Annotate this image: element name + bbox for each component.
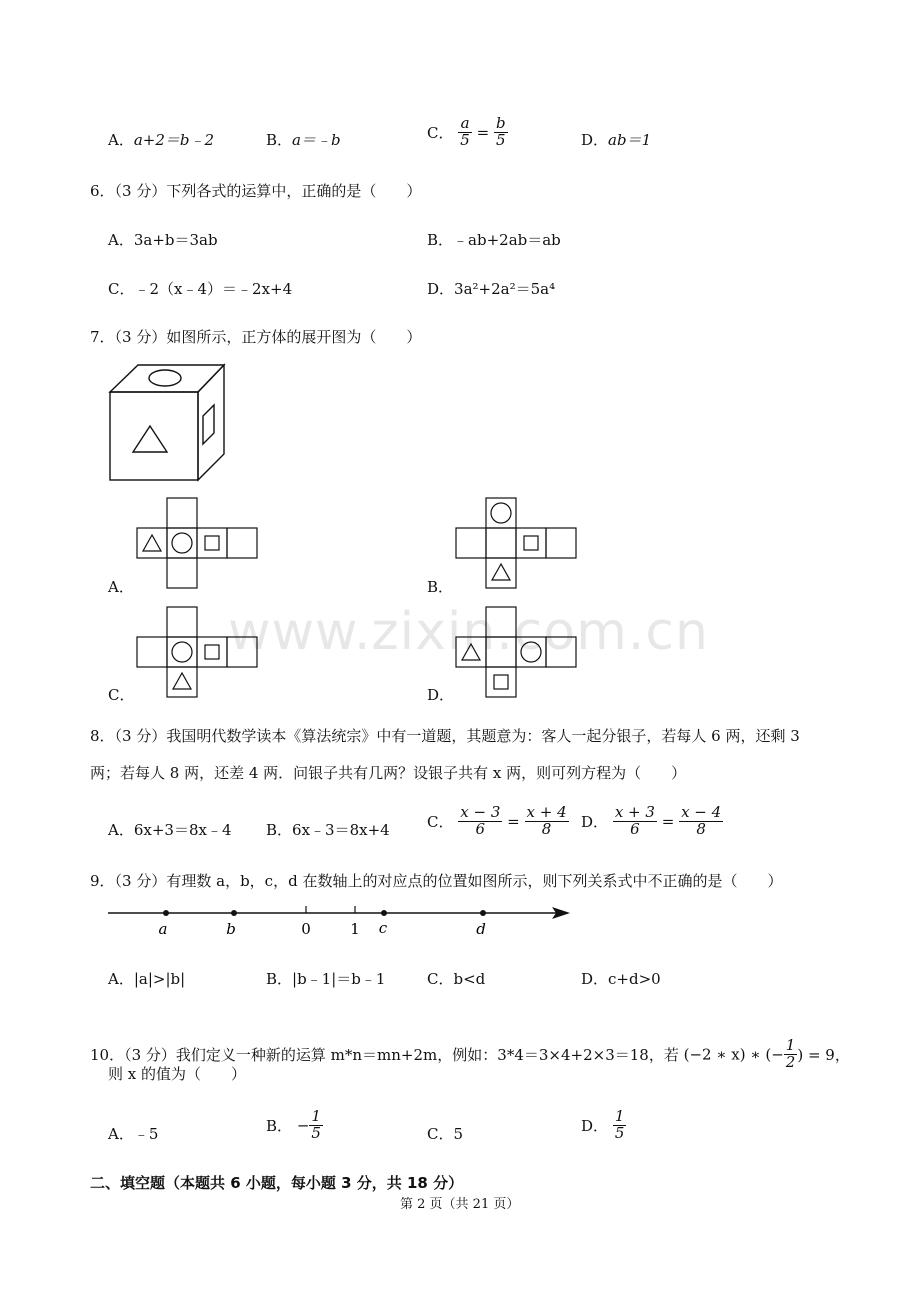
label-a: a: [158, 920, 168, 938]
numerator: x + 3: [614, 803, 655, 821]
option-label: C．: [427, 123, 454, 142]
numerator: x + 4: [526, 803, 567, 821]
q7-option-a-label: A．: [108, 578, 134, 596]
option-text: c+d>0: [608, 970, 661, 988]
q5-option-a: [108, 129, 214, 150]
option-text: ﹣5: [133, 1125, 159, 1143]
option-text: ﹣2（x﹣4）＝﹣2x+4: [134, 280, 293, 298]
q10-option-d: [581, 1109, 626, 1142]
option-label: B．: [427, 231, 454, 249]
point-c: [381, 910, 387, 916]
q9-option-a: [108, 968, 185, 989]
minus-sign: −: [296, 1116, 310, 1135]
numerator: 1: [785, 1036, 796, 1054]
option-text: 6x﹣3＝8x+4: [292, 821, 390, 839]
net-a-figure: [136, 497, 258, 589]
q8-stem-line2: 两；若每人 8 两，还差 4 两．问银子共有几两？设银子共有 x 两，则可列方程为（ ）: [90, 764, 687, 782]
q10-option-a: [108, 1123, 158, 1144]
watermark: www.zixin.com.cn: [228, 602, 709, 662]
point-d: [480, 910, 486, 916]
option-label: B．: [266, 131, 293, 149]
q8-stem-line1: 8．（3 分）我国明代数学读本《算法统宗》中有一道题，其题意为：客人一起分银子，若每人 6 两，还剩 3: [90, 727, 800, 745]
numerator: a: [458, 116, 472, 133]
equals-sign: =: [476, 123, 490, 142]
denominator: 8: [541, 819, 552, 838]
cube-right-face: [198, 365, 224, 480]
option-label: A．: [108, 821, 134, 839]
cube-front-face: [110, 392, 198, 480]
option-label: B．: [266, 821, 293, 839]
option-text: ab＝1: [608, 131, 652, 149]
option-label: D．: [427, 280, 455, 298]
net-d-figure: [455, 606, 577, 698]
triangle-icon: [143, 535, 161, 551]
fraction: [613, 1109, 627, 1142]
q7-option-c-label: C．: [108, 686, 135, 704]
point-a: [163, 910, 169, 916]
q6-option-c: [108, 278, 292, 299]
q6-option-a: [108, 229, 218, 250]
numerator: x − 3: [460, 803, 501, 821]
equals-sign: =: [661, 812, 675, 831]
q10-option-c: [427, 1123, 463, 1144]
option-label: C．: [427, 970, 454, 988]
triangle-icon: [173, 673, 191, 689]
option-label: D．: [581, 1116, 609, 1135]
q9-option-c: [427, 968, 485, 989]
q7-option-b-label: B．: [427, 578, 454, 596]
q5-option-d: [581, 129, 651, 150]
circle-icon: [172, 642, 192, 662]
q10-stem-line2: 则 x 的值为（ ）: [108, 1065, 246, 1083]
option-label: B．: [266, 970, 293, 988]
fraction: [679, 805, 723, 838]
circle-icon: [491, 503, 511, 523]
label-one: 1: [350, 920, 360, 938]
fraction: [458, 116, 472, 149]
option-label: C．: [427, 812, 454, 831]
stem-expression: ) = 9，: [797, 1045, 850, 1064]
q6-option-d: [427, 278, 555, 299]
denominator: 2: [785, 1052, 796, 1071]
numerator: x − 4: [681, 803, 722, 821]
cube-top-face: [110, 365, 224, 392]
q5-option-c: [427, 116, 508, 149]
q8-option-d: [581, 805, 723, 838]
option-text: ﹣ab+2ab＝ab: [453, 231, 561, 249]
option-label: A．: [108, 970, 134, 988]
square-icon: [205, 536, 219, 550]
option-text: b<d: [453, 970, 486, 988]
q7-stem: 7．（3 分）如图所示，正方体的展开图为（ ）: [90, 328, 422, 346]
fraction: [525, 805, 569, 838]
net-b-figure: [455, 497, 577, 589]
denominator: 5: [460, 130, 470, 149]
fraction: [494, 116, 508, 149]
q6-stem: 6．（3 分）下列各式的运算中，正确的是（ ）: [90, 182, 422, 200]
number-line: [100, 900, 580, 942]
q10-option-b: [266, 1109, 323, 1142]
denominator: 5: [495, 130, 506, 149]
denominator: 6: [630, 819, 640, 838]
option-label: C．: [427, 1125, 454, 1143]
fraction: [784, 1038, 798, 1071]
option-label: A．: [108, 1125, 134, 1143]
circle-icon: [521, 642, 541, 662]
q9-option-b: [266, 968, 385, 989]
denominator: 8: [696, 819, 706, 838]
q6-option-b: [427, 229, 561, 250]
square-icon: [203, 405, 214, 444]
equals-sign: =: [507, 812, 520, 831]
triangle-icon: [492, 564, 510, 580]
q8-option-c: [427, 805, 569, 838]
triangle-icon: [133, 426, 167, 452]
option-text: 5: [453, 1125, 464, 1143]
circle-icon: [149, 370, 181, 386]
square-icon: [205, 645, 219, 659]
numerator: 1: [311, 1107, 321, 1125]
label-zero: 0: [301, 920, 311, 938]
triangle-icon: [462, 644, 480, 660]
option-label: C．: [108, 280, 135, 298]
q9-option-d: [581, 968, 661, 989]
denominator: 5: [614, 1123, 625, 1142]
square-icon: [524, 536, 538, 550]
q8-option-a: [108, 819, 232, 840]
fraction: [613, 805, 657, 838]
stem-text: 10．（3 分）我们定义一种新的运算 m*n＝mn+2m，例如：3*4＝3×4+2×3＝18，若: [90, 1045, 679, 1064]
q5-option-b: [266, 129, 341, 150]
denominator: 5: [311, 1123, 321, 1142]
page-footer: 第 2 页（共 21 页）: [400, 1197, 520, 1212]
option-text: |b﹣1|＝b﹣1: [292, 970, 386, 988]
stem-expression: (−2 ∗ x) ∗ (−: [683, 1045, 784, 1064]
option-label: D．: [581, 131, 609, 149]
option-text: a+2＝b﹣2: [133, 131, 215, 149]
section-heading: 二、填空题（本题共 6 小题，每小题 3 分，共 18 分）: [90, 1174, 464, 1192]
fraction: [458, 805, 502, 838]
square-icon: [494, 675, 508, 689]
point-b: [231, 910, 237, 916]
option-label: D．: [581, 812, 609, 831]
denominator: 6: [475, 819, 486, 838]
option-text: |a|>|b|: [133, 970, 186, 988]
numerator: 1: [614, 1107, 625, 1125]
option-text: a＝﹣b: [292, 131, 341, 149]
fraction: [309, 1109, 323, 1142]
label-b: b: [226, 920, 236, 938]
numerator: b: [495, 114, 506, 132]
q7-option-d-label: D．: [427, 686, 455, 704]
cube-figure: [105, 362, 229, 484]
q8-option-b: [266, 819, 390, 840]
label-d: d: [476, 920, 486, 938]
option-text: 3a+b＝3ab: [133, 231, 218, 249]
option-label: A．: [108, 231, 134, 249]
option-text: 3a²+2a²＝5a⁴: [454, 280, 556, 298]
option-label: B．: [266, 1116, 293, 1135]
circle-icon: [172, 533, 192, 553]
option-label: A．: [108, 131, 134, 149]
net-c-figure: [136, 606, 258, 698]
option-label: D．: [581, 970, 609, 988]
option-text: 6x+3＝8x﹣4: [133, 821, 232, 839]
q9-stem: 9．（3 分）有理数 a，b，c，d 在数轴上的对应点的位置如图所示，则下列关系式中不正确的是（ ）: [90, 872, 783, 890]
label-c: c: [378, 919, 388, 937]
